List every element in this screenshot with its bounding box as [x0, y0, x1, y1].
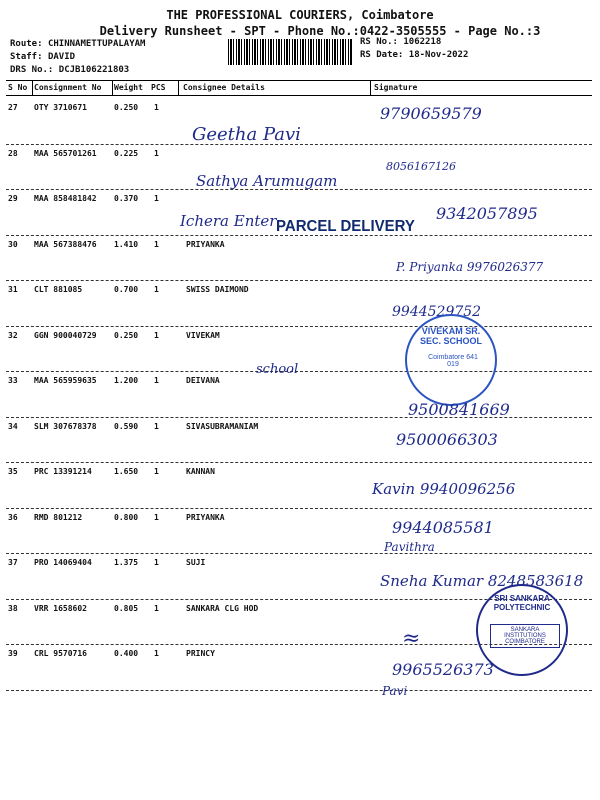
row-divider	[6, 508, 592, 509]
pcs-cell: 1	[154, 285, 159, 294]
consignment-cell: PRC 13391214	[34, 467, 92, 476]
weight-cell: 0.400	[114, 649, 139, 658]
sno-cell: 34	[8, 421, 18, 431]
staff-value: DAVID	[47, 52, 76, 62]
col-weight: Weight	[114, 83, 143, 92]
handwritten-name: Sathya Arumugam	[196, 172, 338, 190]
table-row	[6, 328, 592, 374]
col-consignee: Consignee Details	[183, 83, 265, 92]
sno-cell: 29	[8, 194, 18, 203]
consignee-cell: KANNAN	[186, 467, 215, 476]
drs-value: DCJB106221803	[58, 65, 130, 75]
row-divider	[6, 371, 592, 372]
consignee-cell: SUJI	[186, 558, 206, 567]
weight-cell: 0.700	[114, 285, 139, 294]
consignment-cell: MAA 565701261	[34, 148, 97, 158]
weight-cell: 0.370	[114, 194, 139, 203]
consignment-cell: MAA 567388476	[34, 239, 97, 249]
parcel-delivery-stamp: PARCEL DELIVERY	[276, 217, 415, 236]
sno-cell: 31	[8, 285, 18, 294]
pcs-cell: 1	[154, 194, 159, 203]
col-signature: Signature	[374, 83, 418, 92]
pcs-cell: 1	[154, 467, 159, 476]
sno-cell: 30	[8, 239, 18, 249]
consignment-cell: SLM 307678378	[34, 421, 97, 431]
sno-cell: 39	[8, 649, 18, 658]
weight-cell: 0.225	[114, 148, 139, 158]
weight-cell: 1.650	[114, 467, 139, 476]
consignment-cell: CRL 9570716	[34, 649, 87, 658]
handwritten-signature: Kavin 9940096256	[372, 480, 516, 498]
weight-cell: 0.250	[114, 330, 139, 340]
rs-no-label: RS No.:	[360, 37, 398, 47]
consignment-cell: PRO 14069404	[34, 558, 92, 567]
handwritten-signature: 9944085581	[392, 518, 494, 537]
drs-field	[10, 65, 129, 75]
weight-cell: 0.805	[114, 603, 139, 613]
consignment-cell: VRR 1658602	[34, 603, 87, 613]
row-divider	[6, 280, 592, 281]
row-divider	[6, 553, 592, 554]
table-row	[6, 419, 592, 465]
sno-cell: 33	[8, 376, 18, 385]
handwritten-signature: 9342057895	[436, 204, 538, 223]
table-row	[6, 282, 592, 328]
rs-date-label: RS Date:	[360, 50, 404, 60]
col-divider	[178, 80, 179, 96]
table-header	[6, 80, 592, 96]
handwritten-signature: 8056167126	[386, 160, 456, 173]
school-stamp	[405, 314, 497, 406]
consignment-cell: OTY 3710671	[34, 103, 87, 112]
route-field	[10, 39, 145, 49]
sno-cell: 38	[8, 603, 18, 613]
sno-cell: 28	[8, 148, 18, 158]
sno-cell: 27	[8, 103, 18, 112]
staff-label: Staff:	[10, 52, 43, 62]
pcs-cell: 1	[154, 558, 159, 567]
weight-cell: 0.590	[114, 421, 139, 431]
consignee-cell: PRINCY	[186, 649, 215, 658]
sno-cell: 35	[8, 467, 18, 476]
consignment-cell: CLT 881085	[34, 285, 83, 294]
consignee-cell: PRIYANKA	[186, 512, 225, 522]
handwritten-signature: 9944529752	[392, 304, 482, 320]
handwritten-name: Pavi	[382, 684, 408, 698]
stamp-text: SANKARA INSTITUTIONS COIMBATORE	[490, 624, 560, 648]
rs-no-field	[360, 37, 441, 47]
rs-date-value: 18-Nov-2022	[408, 50, 469, 60]
handwritten-name: Geetha Pavi	[192, 124, 301, 145]
handwritten-signature: P. Priyanka 9976026377	[396, 260, 544, 274]
pcs-cell: 1	[154, 603, 159, 613]
consignment-cell: MAA 858481842	[34, 194, 97, 203]
col-consignment: Consignment No	[34, 83, 102, 92]
table-row	[6, 510, 592, 556]
handwritten-signature: 9790659579	[380, 104, 482, 123]
consignee-cell: VIVEKAM	[186, 330, 220, 340]
weight-cell: 0.800	[114, 512, 139, 522]
weight-cell: 1.410	[114, 239, 139, 249]
pcs-cell: 1	[154, 421, 159, 431]
sno-cell: 32	[8, 330, 18, 340]
consignee-cell: DEIVANA	[186, 376, 220, 385]
row-divider	[6, 462, 592, 463]
rs-date-field	[360, 50, 468, 60]
col-divider	[32, 80, 33, 96]
consignee-cell: PRIYANKA	[186, 239, 225, 249]
handwritten-signature: 9500066303	[396, 430, 498, 449]
row-divider	[6, 690, 592, 691]
stamp-text: Coimbatore 641 019	[428, 354, 478, 368]
col-divider	[112, 80, 113, 96]
pcs-cell: 1	[154, 330, 159, 340]
handwritten-signature: 9965526373	[392, 660, 494, 679]
handwritten-name: Pavithra	[384, 540, 435, 554]
barcode	[228, 39, 352, 65]
consignee-cell: SIVASUBRAMANIAM	[186, 421, 259, 431]
sno-cell: 37	[8, 558, 18, 567]
handwritten-name: Ichera Enter	[180, 212, 277, 230]
pcs-cell: 1	[154, 512, 159, 522]
consignment-cell: MAA 565959635	[34, 376, 97, 385]
col-sno: S No	[8, 83, 28, 92]
weight-cell: 1.200	[114, 376, 139, 385]
drs-label: DRS No.:	[10, 65, 54, 75]
page-subtitle: Delivery Runsheet - SPT - Phone No.:0422-3505555 - Page No.:3	[99, 24, 541, 38]
page-title: THE PROFESSIONAL COURIERS, Coimbatore	[166, 8, 434, 22]
pcs-cell: 1	[154, 239, 159, 249]
pcs-cell: 1	[154, 103, 159, 112]
col-divider	[370, 80, 371, 96]
pcs-cell: 1	[154, 376, 159, 385]
stamp-text: SRI SANKARA POLYTECHNIC	[493, 594, 551, 612]
handwritten-signature: Sneha Kumar 8248583618	[380, 572, 584, 590]
consignee-cell: SANKARA CLG HOD	[186, 603, 259, 613]
weight-cell: 1.375	[114, 558, 139, 567]
pcs-cell: 1	[154, 148, 159, 158]
consignee-cell: SWISS DAIMOND	[186, 285, 249, 294]
col-pcs: PCS	[151, 83, 166, 92]
route-label: Route:	[10, 39, 43, 49]
row-divider	[6, 326, 592, 327]
stamp-text: VIVEKAM SR. SEC. SCHOOL	[419, 326, 482, 346]
handwritten-signature: ≈	[402, 626, 421, 651]
consignment-cell: RMD 801212	[34, 512, 83, 522]
consignment-cell: GGN 900040729	[34, 330, 97, 340]
handwritten-note: school	[256, 362, 299, 377]
staff-field	[10, 52, 75, 62]
sno-cell: 36	[8, 512, 18, 522]
handwritten-signature: 9500841669	[408, 400, 510, 419]
pcs-cell: 1	[154, 649, 159, 658]
weight-cell: 0.250	[114, 103, 139, 112]
route-value: CHINNAMETTUPALAYAM	[47, 39, 146, 49]
rs-no-value: 1062218	[403, 37, 442, 47]
